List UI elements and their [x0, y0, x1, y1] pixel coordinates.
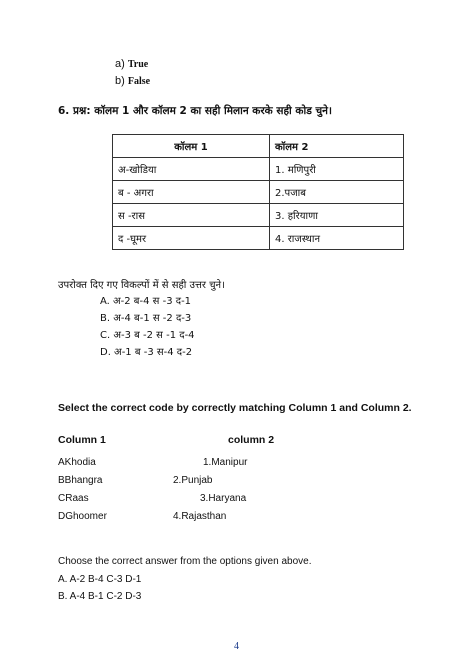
table-cell: 4. राजस्थान	[270, 227, 404, 250]
hindi-instruction: उपरोक्त दिए गए विकल्पों में से सही उत्तर चुने।	[58, 280, 225, 291]
english-col2-item: 4.Rajasthan	[173, 511, 227, 522]
table-cell: 1. मणिपुरी	[270, 158, 404, 181]
q5-option-b	[115, 75, 150, 87]
english-col2-item: 2.Punjab	[173, 475, 213, 486]
hindi-option-a: A. अ-2 ब-4 स -3 द-1	[100, 296, 192, 307]
table-row	[113, 158, 404, 181]
column-2-header: कॉलम 2	[270, 135, 404, 158]
question-number: 6.	[58, 105, 70, 117]
table-cell: स -रास	[113, 204, 270, 227]
option-text: False	[127, 76, 151, 87]
matching-table	[112, 134, 404, 250]
table-row	[113, 181, 404, 204]
column-1-header: कॉलम 1	[113, 135, 270, 158]
table-row	[113, 204, 404, 227]
table-cell: 3. हरियाणा	[270, 204, 404, 227]
english-option-a: A. A-2 B-4 C-3 D-1	[58, 574, 142, 585]
q5-option-a	[115, 58, 148, 70]
option-text: True	[127, 59, 149, 70]
table-cell: ब - अगरा	[113, 181, 270, 204]
english-col1-item: DGhoomer	[58, 511, 107, 522]
english-col2-item: 1.Manipur	[203, 457, 248, 468]
english-col1-item: CRaas	[58, 493, 89, 504]
english-prompt: Select the correct code by correctly matching Column 1 and Column 2.	[58, 402, 412, 414]
option-label: a)	[115, 58, 125, 70]
english-col2-item: 3.Haryana	[200, 493, 247, 504]
page-number: 4	[234, 641, 239, 652]
english-option-b: B. A-4 B-1 C-2 D-3	[58, 591, 142, 602]
table-cell: द -घूमर	[113, 227, 270, 250]
english-col1-item: BBhangra	[58, 475, 103, 486]
table-row	[113, 227, 404, 250]
question-prompt: प्रश्न: कॉलम 1 और कॉलम 2 का सही मिलान करके सही कोड चुने।	[72, 105, 332, 117]
table-header-row	[113, 135, 404, 158]
question-6-title	[58, 104, 332, 118]
option-label: b)	[115, 75, 125, 87]
hindi-option-b: B. अ-4 ब-1 स -2 द-3	[100, 313, 192, 324]
english-instruction: Choose the correct answer from the options given above.	[58, 556, 312, 567]
english-col1-item: AKhodia	[58, 457, 96, 468]
english-column-1-header: Column 1	[58, 434, 106, 446]
table-cell: 2.पजाब	[270, 181, 404, 204]
hindi-option-d: D. अ-1 ब -3 स-4 द-2	[100, 347, 193, 358]
hindi-option-c: C. अ-3 ब -2 स -1 द-4	[100, 330, 195, 341]
table-cell: अ-खोडिया	[113, 158, 270, 181]
english-column-2-header: column 2	[228, 434, 275, 446]
